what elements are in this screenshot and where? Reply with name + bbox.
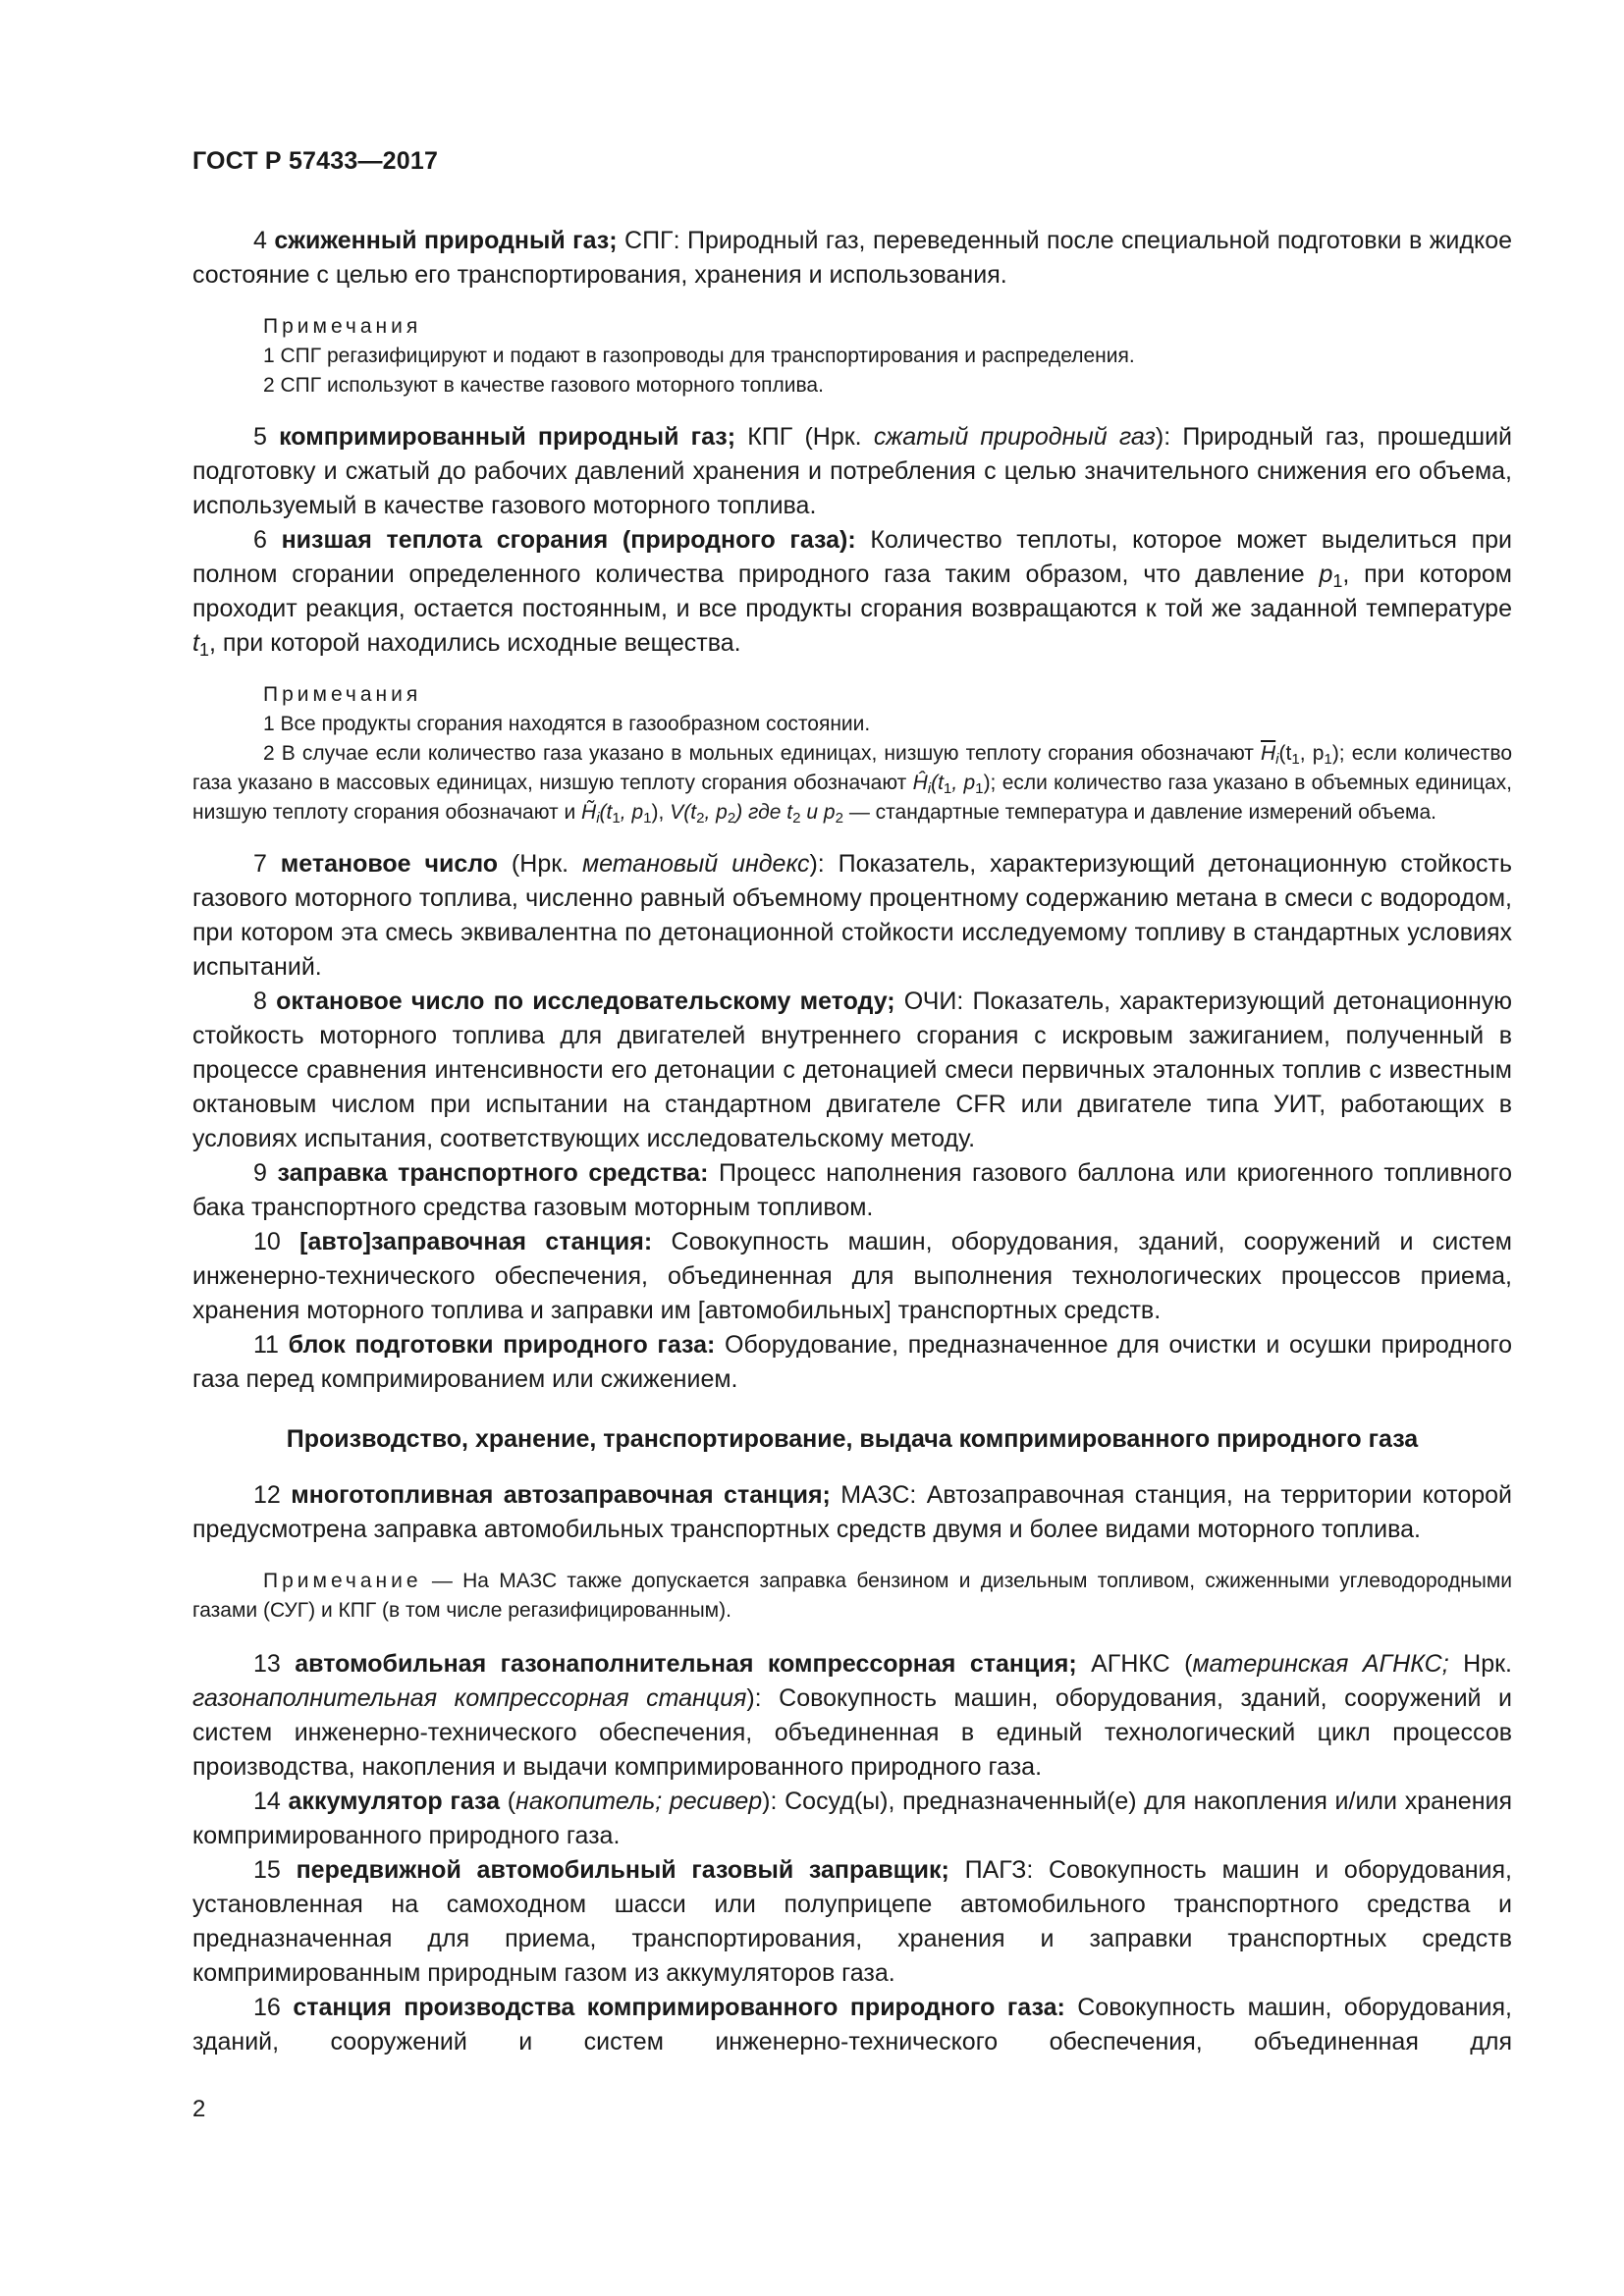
note-12 xyxy=(192,1567,1512,1626)
subscript: 1 xyxy=(198,640,209,661)
term-15 xyxy=(192,1853,1512,1991)
subscript: 2 xyxy=(696,810,705,828)
term-title: [авто]заправочная станция: xyxy=(299,1228,653,1255)
symbol-v: V xyxy=(670,801,684,824)
term-number: 12 xyxy=(253,1481,281,1509)
note-text: 2 В случае если количество газа указано в мольных единицах, низшую теплоту сгорания обозначают xyxy=(263,742,1261,765)
term-4 xyxy=(192,224,1512,293)
term-title: многотопливная автозаправочная станция; xyxy=(291,1481,831,1509)
subscript: 1 xyxy=(943,780,952,798)
term-number: 14 xyxy=(253,1788,281,1815)
note-text: ) где t xyxy=(735,801,793,824)
subscript: 1 xyxy=(612,810,621,828)
term-number: 4 xyxy=(253,227,267,254)
term-number: 10 xyxy=(253,1228,281,1255)
term-14 xyxy=(192,1785,1512,1853)
term-10 xyxy=(192,1225,1512,1328)
subscript: i xyxy=(927,780,932,798)
term-text: ( xyxy=(500,1788,516,1815)
term-text: АГНКС ( xyxy=(1076,1650,1193,1678)
note-text: и p xyxy=(800,801,836,824)
term-definition: СПГ: Природный газ, переведенный после специальной подготовки в жидкое состояние с целью его транспортирования, хранения и использования. xyxy=(192,227,1512,289)
subscript: i xyxy=(1275,751,1279,769)
term-16 xyxy=(192,1991,1512,2059)
notes-heading: Примечания xyxy=(263,315,422,338)
term-number: 6 xyxy=(253,526,267,554)
symbol-t: t xyxy=(192,629,199,657)
term-definition: ): Сосуд(ы), предназначенный(е) для накопления и/или хранения компримированного природного газа. xyxy=(192,1788,1513,1849)
deprecated-term: сжатый природный газ xyxy=(873,423,1156,451)
term-number: 13 xyxy=(253,1650,281,1678)
term-number: 9 xyxy=(253,1159,267,1187)
term-definition: Совокупность машин, оборудования, зданий, сооружений и систем инженерно-технического обеспечения, объединенная для выполнения технологических процессов приема, хранения моторного топлива и заправки им [автомобильных] транспортных средств. xyxy=(192,1228,1512,1324)
subscript: 2 xyxy=(792,810,801,828)
term-7 xyxy=(192,847,1512,985)
note-item: 2 СПГ используют в качестве газового моторного топлива. xyxy=(263,374,824,397)
note-text: , p xyxy=(951,772,976,794)
note-text: — На МАЗС также допускается заправка бензином и дизельным топливом, сжиженными углеводородными газами (СУГ) и КПГ (в том числе регазифицированным). xyxy=(192,1570,1512,1622)
term-definition: Оборудование, предназначенное для очистки и осушки природного газа перед компримированием или сжижением. xyxy=(192,1331,1512,1393)
term-text: Нрк. xyxy=(1448,1650,1512,1678)
note-text: (t xyxy=(1278,742,1292,765)
note-text: ); если количество газа указано в массовых единицах, низшую теплоту сгорания обозначают xyxy=(192,742,1512,794)
term-title: автомобильная газонаполнительная компрессорная станция; xyxy=(295,1650,1077,1678)
synonym-term: накопитель; ресивер xyxy=(515,1788,763,1815)
term-definition: Совокупность машин, оборудования, зданий, сооружений и систем инженерно-технического обеспечения, объединенная для xyxy=(192,1994,1513,2056)
document-body xyxy=(192,224,1512,2059)
symbol-p: p xyxy=(1319,561,1333,588)
term-number: 7 xyxy=(253,850,267,878)
symbol-h-mass: Ĥ xyxy=(912,772,928,794)
symbol-h-molar: $\overline{H}$ xyxy=(1261,742,1276,765)
term-12 xyxy=(192,1478,1512,1547)
term-title: блок подготовки природного газа: xyxy=(288,1331,716,1359)
term-title: низшая теплота сгорания (природного газа): xyxy=(281,526,856,554)
notes-heading: Примечания xyxy=(263,683,422,706)
subscript: 2 xyxy=(835,810,843,828)
subscript: 1 xyxy=(1332,571,1343,592)
term-number: 15 xyxy=(253,1856,281,1884)
note-text: (t xyxy=(599,801,613,824)
term-definition: ): Показатель, характеризующий детонационную стойкость газового моторного топлива, численно равный объемному процентному содержанию метана в смеси с водородом, при котором эта смесь эквивалентна по детонационной стойкости исследуемому топливу в стандартных условиях испытаний. xyxy=(192,850,1512,981)
term-text: КПГ (Нрк. xyxy=(735,423,874,451)
subscript: 1 xyxy=(1324,751,1332,769)
term-number: 11 xyxy=(253,1331,279,1359)
term-definition: Процесс наполнения газового баллона или криогенного топливного бака транспортного средства газовым моторным топливом. xyxy=(192,1159,1512,1221)
term-title: сжиженный природный газ; xyxy=(274,227,618,254)
term-9 xyxy=(192,1156,1512,1225)
document-header: ГОСТ Р 57433—2017 xyxy=(192,147,439,175)
term-title: передвижной автомобильный газовый заправщик; xyxy=(296,1856,949,1884)
note-item-formula xyxy=(192,739,1512,828)
term-definition: ОЧИ: Показатель, характеризующий детонационную стойкость моторного топлива для двигателей внутреннего сгорания с искровым зажиганием, полученный в процессе сравнения интенсивности его детонации с детонацией смеси первичных эталонных топлив с известным октановым числом при испытании на стандартном двигателе CFR или двигателе типа УИТ, работающих в условиях испытания, соответствующих исследовательскому методу. xyxy=(192,988,1512,1152)
term-5 xyxy=(192,420,1512,523)
note-text: — стандартные температура и давление измерений объема. xyxy=(842,801,1436,824)
symbol-h-volume: H̃ xyxy=(581,801,597,824)
term-definition: Количество теплоты, которое может выделиться при полном сгорании определенного количества природного газа таким образом, что давление xyxy=(192,526,1512,588)
note-text: (t xyxy=(683,801,697,824)
term-number: 5 xyxy=(253,423,267,451)
term-11 xyxy=(192,1328,1512,1397)
admitted-term: материнская АГНКС; xyxy=(1192,1650,1449,1678)
term-title: станция производства компримированного природного газа: xyxy=(293,1994,1065,2021)
term-number: 16 xyxy=(253,1994,281,2021)
subscript: 1 xyxy=(1291,751,1300,769)
note-item: 1 Все продукты сгорания находятся в газообразном состоянии. xyxy=(263,713,871,735)
section-heading: Производство, хранение, транспортирование, выдача компримированного природного газа xyxy=(286,1425,1419,1453)
term-definition: ПАГЗ: Совокупность машин и оборудования, установленная на самоходном шасси или полуприцепе автомобильного транспортного средства и предназначенная для приема, транспортирования, хранения и заправки транспортных средств компримированным природным газом из аккумуляторов газа. xyxy=(192,1856,1512,1987)
subscript: i xyxy=(596,810,600,828)
note-text: ), xyxy=(651,801,671,824)
note-text: (t xyxy=(931,772,944,794)
term-definition: МАЗС: Автозаправочная станция, на территории которой предусмотрена заправка автомобильных транспортных средств двумя и более видами моторного топлива. xyxy=(192,1481,1513,1543)
term-title: заправка транспортного средства: xyxy=(277,1159,709,1187)
term-definition: , при котором проходит реакция, остается постоянным, и все продукты сгорания возвращаются к той же заданной температуре xyxy=(192,561,1512,622)
note-heading: Примечание xyxy=(263,1570,422,1592)
note-text: , p xyxy=(620,801,644,824)
term-text: (Нрк. xyxy=(498,850,582,878)
subscript: 1 xyxy=(643,810,652,828)
subscript: 2 xyxy=(727,810,736,828)
term-title: метановое число xyxy=(280,850,499,878)
notes-block-2 xyxy=(192,680,1512,828)
term-title: компримированный природный газ; xyxy=(279,423,736,451)
term-8 xyxy=(192,985,1512,1156)
page-number: 2 xyxy=(192,2096,206,2122)
document-page xyxy=(192,0,1512,2296)
note-text: , p xyxy=(704,801,728,824)
note-text: , p xyxy=(1299,742,1325,765)
term-definition: , при которой находились исходные вещества. xyxy=(208,629,741,657)
term-definition: ): Совокупность машин, оборудования, зданий, сооружений и систем инженерно-технического обеспечения, объединенная в единый технологический цикл процессов производства, накопления и выдачи компримированного природного газа. xyxy=(192,1684,1512,1781)
term-number: 8 xyxy=(253,988,267,1015)
term-title: октановое число по исследовательскому методу; xyxy=(276,988,895,1015)
note-text: ); если количество газа указано в объемных единицах, низшую теплоту сгорания обозначают и xyxy=(192,772,1512,824)
term-definition: ): Природный газ, прошедший подготовку и сжатый до рабочих давлений хранения и потребления с целью значительного снижения его объема, используемый в качестве газового моторного топлива. xyxy=(192,423,1513,519)
deprecated-term: метановый индекс xyxy=(581,850,810,878)
term-6 xyxy=(192,523,1512,661)
note-item: 1 СПГ регазифицируют и подают в газопроводы для транспортирования и распределения. xyxy=(263,345,1135,367)
subscript: 1 xyxy=(975,780,984,798)
term-title: аккумулятор газа xyxy=(288,1788,501,1815)
notes-block-1 xyxy=(192,312,1512,400)
term-13 xyxy=(192,1647,1512,1785)
deprecated-term: газонаполнительная компрессорная станция xyxy=(192,1684,747,1712)
